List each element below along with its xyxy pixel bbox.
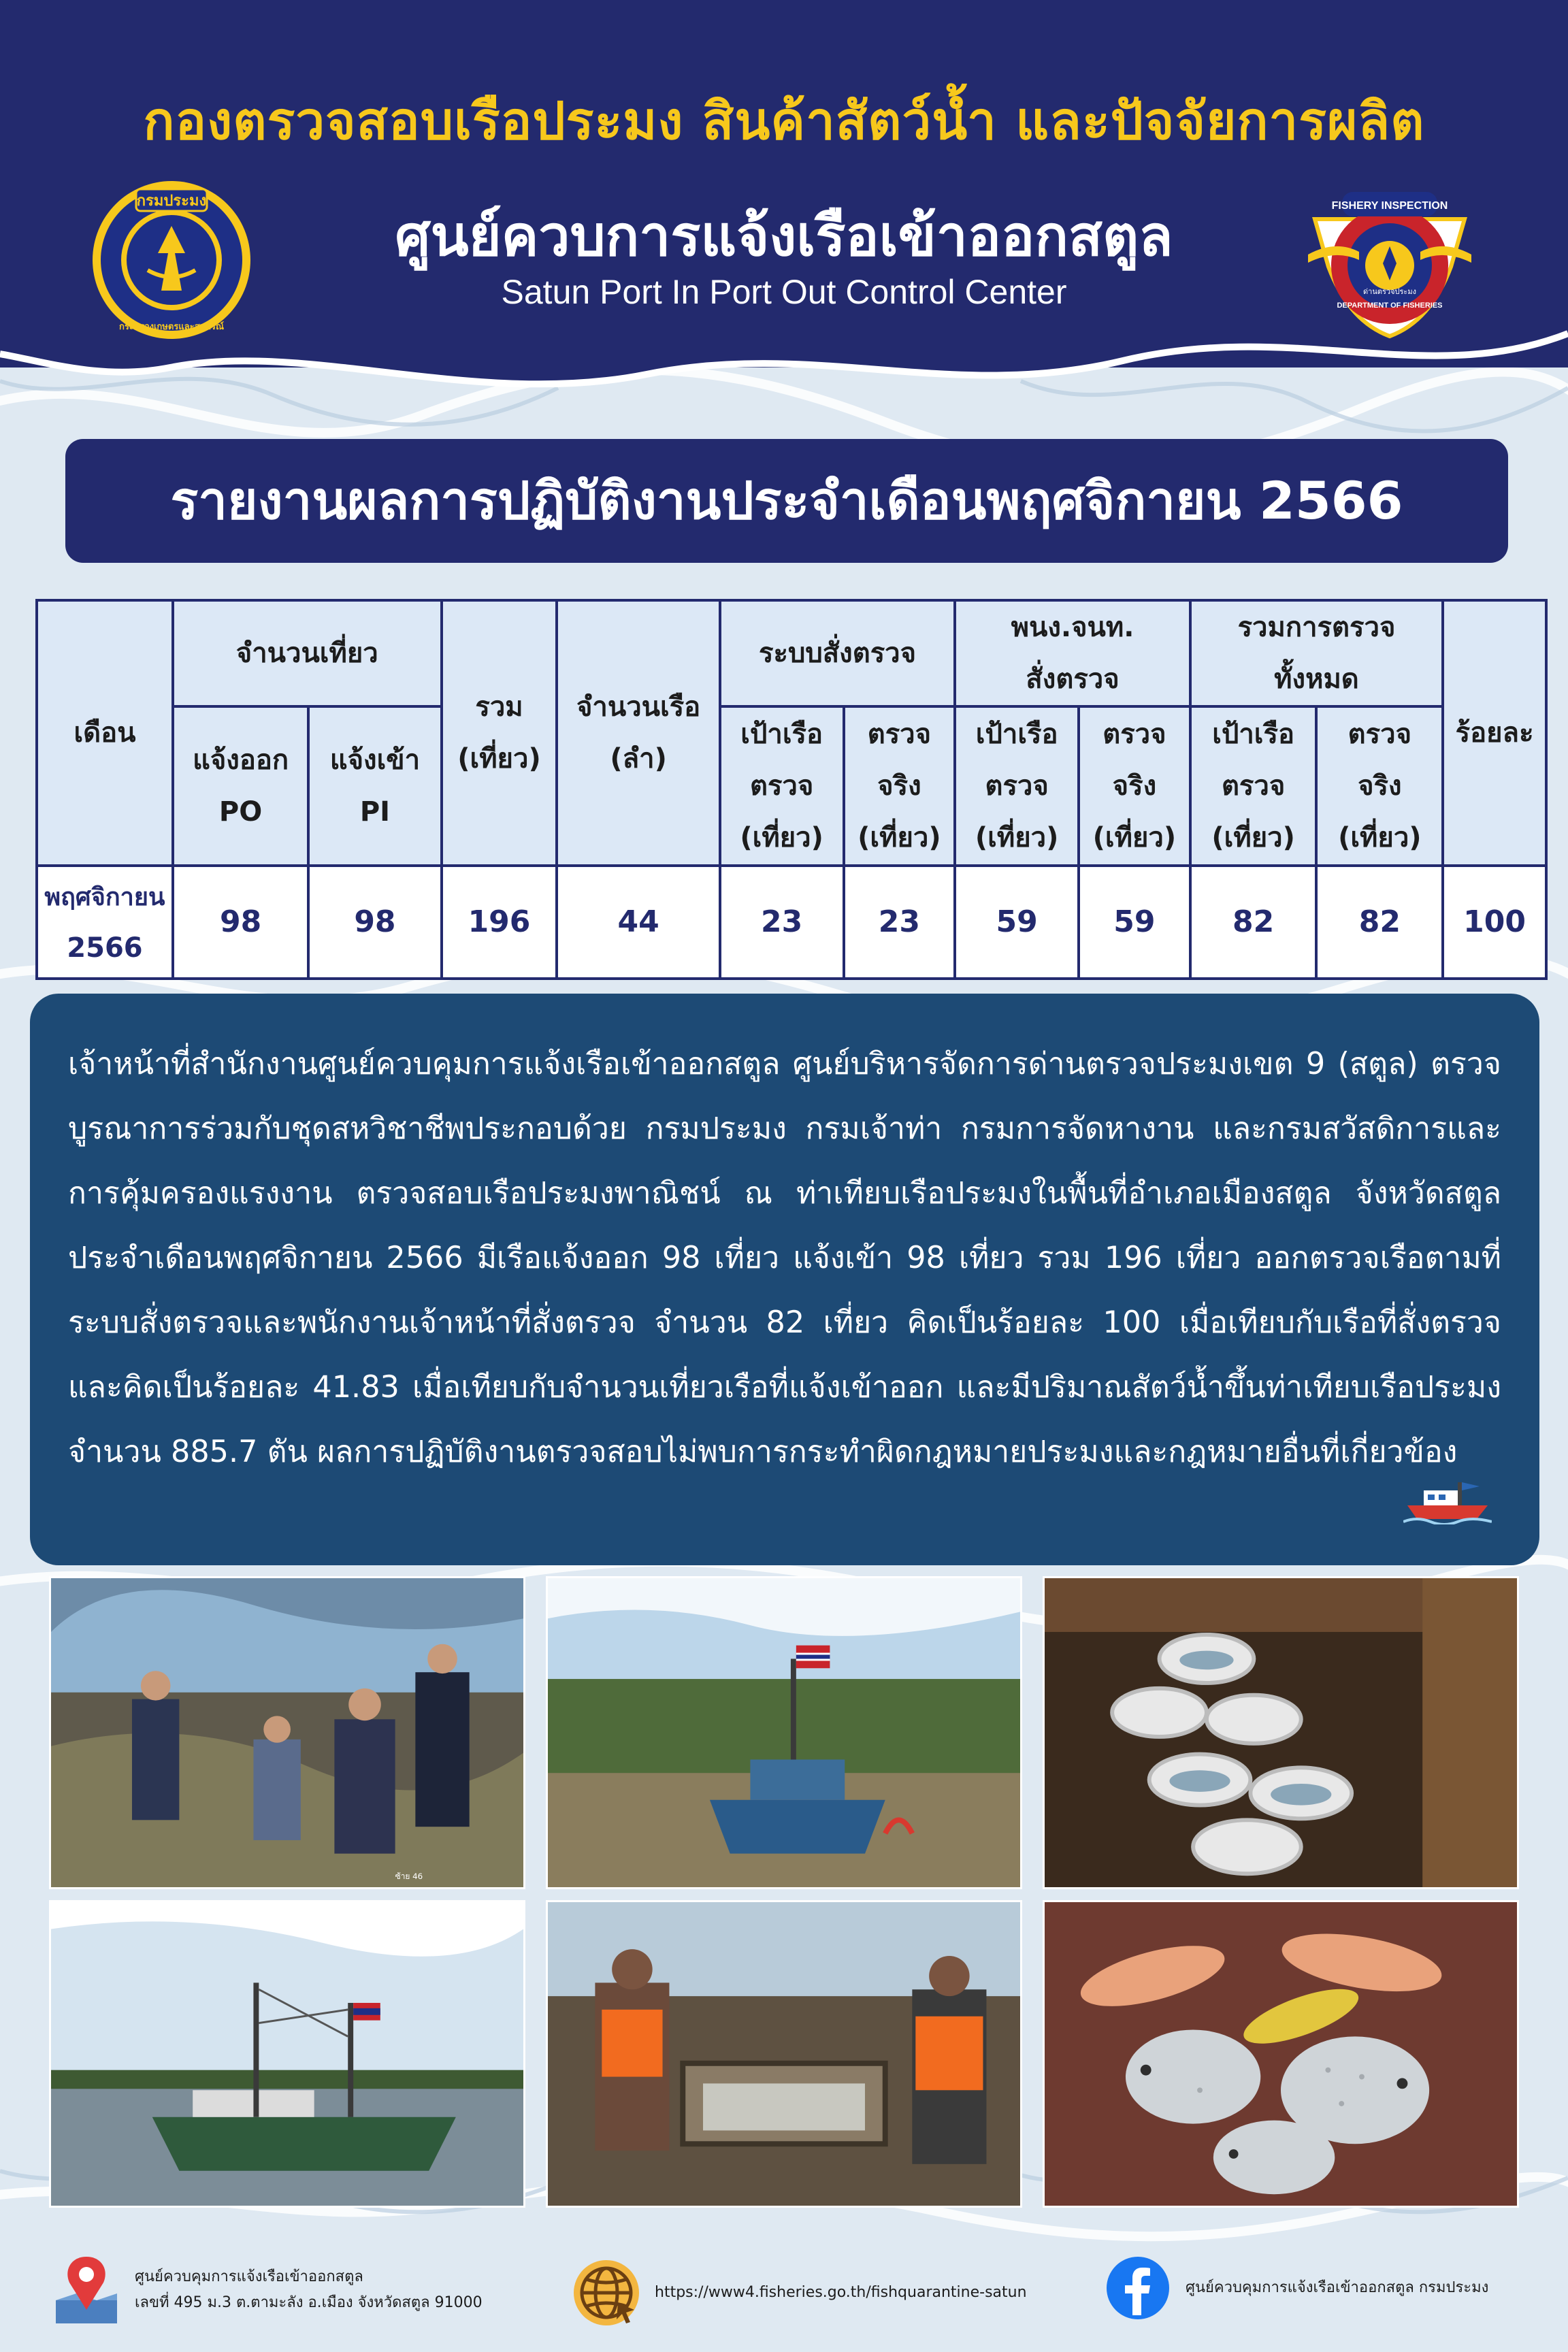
photo-fishing-boat-river <box>546 1576 1022 1889</box>
cell-system-actual: 23 <box>844 866 956 979</box>
address-line-2: เลขที่ 495 ม.3 ต.ตามะลัง อ.เมือง จังหวัดสตูล 91000 <box>135 2294 483 2311</box>
header-month: เดือน <box>37 600 173 866</box>
svg-text:กรมประมง: กรมประมง <box>136 193 207 210</box>
header-percent: ร้อยละ <box>1443 600 1546 866</box>
fishery-inspection-logo <box>1294 178 1485 342</box>
header-trips: จำนวนเที่ยว <box>173 600 442 706</box>
cell-all-actual: 82 <box>1316 866 1443 979</box>
header-officer-order: พนง.จนท. สั่งตรวจ <box>955 600 1190 706</box>
svg-text:DEPARTMENT OF FISHERIES: DEPARTMENT OF FISHERIES <box>1337 301 1443 310</box>
cell-all-target: 82 <box>1190 866 1317 979</box>
organization-title: กองตรวจสอบเรือประมง สินค้าสัตว์น้ำ และปัจจัยการผลิต <box>143 91 1425 151</box>
cell-percent: 100 <box>1443 866 1546 979</box>
header-po: แจ้งออก PO <box>173 706 308 866</box>
header-officer-target: เป้าเรือ ตรวจ (เที่ยว) <box>955 706 1079 866</box>
globe-icon <box>569 2255 644 2330</box>
cell-system-target: 23 <box>720 866 844 979</box>
svg-text:ซ้าย 46: ซ้าย 46 <box>395 1872 423 1882</box>
svg-text:FISHERY INSPECTION: FISHERY INSPECTION <box>1331 200 1448 212</box>
location-pin-icon <box>49 2253 124 2328</box>
report-summary-box <box>30 994 1539 1565</box>
website-link[interactable]: https://www4.fisheries.go.th/fishquarantine-satun <box>655 2284 1027 2301</box>
header-system-target: เป้าเรือ ตรวจ (เที่ยว) <box>720 706 844 866</box>
header-all-target: เป้าเรือ ตรวจ (เที่ยว) <box>1190 706 1317 866</box>
facebook-icon <box>1105 2255 1171 2321</box>
svg-text:ด่านตรวจประมง: ด่านตรวจประมง <box>1363 287 1416 296</box>
report-title: รายงานผลการปฏิบัติงานประจำเดือนพฤศจิกายน 2566 <box>170 470 1403 531</box>
header-total: รวม (เที่ยว) <box>442 600 557 866</box>
center-subtitle: Satun Port In Port Out Control Center <box>501 273 1067 311</box>
footer-facebook[interactable] <box>1105 2255 1488 2321</box>
cell-month: พฤศจิกายน 2566 <box>37 866 173 979</box>
cell-officer-actual: 59 <box>1079 866 1190 979</box>
header-all-actual: ตรวจ จริง (เที่ยว) <box>1316 706 1443 866</box>
svg-text:กระทรวงเกษตรและสหกรณ์: กระทรวงเกษตรและสหกรณ์ <box>118 322 225 332</box>
center-title: ศูนย์ควบการแจ้งเรือเข้าออกสตูล <box>395 204 1173 269</box>
cell-total: 196 <box>442 866 557 979</box>
footer-website[interactable] <box>569 2255 1027 2330</box>
boat-icon <box>1403 1477 1492 1524</box>
header-pi: แจ้งเข้า PI <box>308 706 441 866</box>
monthly-stats-table <box>35 599 1548 980</box>
cell-officer-target: 59 <box>955 866 1079 979</box>
report-summary-text: เจ้าหน้าที่สำนักงานศูนย์ควบคุมการแจ้งเรือเข้าออกสตูล ศูนย์บริหารจัดการด่านตรวจประมงเขต 9 (สตูล) ตรวจบูรณาการร่วมกับชุดสหวิชาชีพประกอบด้วย กรมประมง กรมเจ้าท่า กรมการจัดหางาน และกรมสวัสดิการและการคุ้มครองแรงงาน ตรวจสอบเรือประมงพาณิชน์ ณ ท่าเทียบเรือประมงในพื้นที่อำเภอเมืองสตูล จังหวัดสตูล ประจำเดือนพฤศจิกายน 2566 มีเรือแจ้งออก 98 เที่ยว แจ้งเข้า 98 เที่ยว รวม 196 เที่ยว ออกตรวจเรือตามที่ระบบสั่งตรวจและพนักงานเจ้าหน้าที่สั่งตรวจ จำนวน 82 เที่ยว คิดเป็นร้อยละ 100 เมื่อเทียบกับเรือที่สั่งตรวจ และคิดเป็นร้อยละ 41.83 เมื่อเทียบกับจำนวนเที่ยวเรือที่แจ้งเข้าออก และมีปริมาณสัตว์น้ำขึ้นท่าเทียบเรือประมงจำนวน 885.7 ตัน ผลการปฏิบัติงานตรวจสอบไม่พบการกระทำผิดกฎหมายประมงและกฎหมายอื่นที่เกี่ยวข้อง <box>68 1047 1501 1469</box>
header-system-actual: ตรวจ จริง (เที่ยว) <box>844 706 956 866</box>
photo-fish-baskets <box>1043 1576 1519 1889</box>
footer <box>0 2225 1568 2352</box>
photo-crew-in-life-jackets <box>546 1900 1022 2208</box>
footer-address <box>49 2253 483 2328</box>
table-row <box>37 866 1546 979</box>
report-title-banner <box>65 439 1508 563</box>
department-of-fisheries-logo <box>90 178 253 342</box>
cell-po: 98 <box>173 866 308 979</box>
address-line-1: ศูนย์ควบคุมการแจ้งเรือเข้าออกสตูล <box>135 2268 363 2285</box>
cell-pi: 98 <box>308 866 441 979</box>
photo-inspection-on-deck <box>49 1576 525 1889</box>
photo-trawler-at-sea <box>49 1900 525 2208</box>
header-system-order: ระบบสั่งตรวจ <box>720 600 956 706</box>
facebook-page-name[interactable]: ศูนย์ควบคุมการแจ้งเรือเข้าออกสตูล กรมประมง <box>1186 2279 1489 2296</box>
header-all-inspections: รวมการตรวจ ทั้งหมด <box>1190 600 1443 706</box>
cell-boats: 44 <box>557 866 719 979</box>
photo-fish-catch <box>1043 1900 1519 2208</box>
header-boats: จำนวนเรือ (ลำ) <box>557 600 719 866</box>
header-officer-actual: ตรวจ จริง (เที่ยว) <box>1079 706 1190 866</box>
